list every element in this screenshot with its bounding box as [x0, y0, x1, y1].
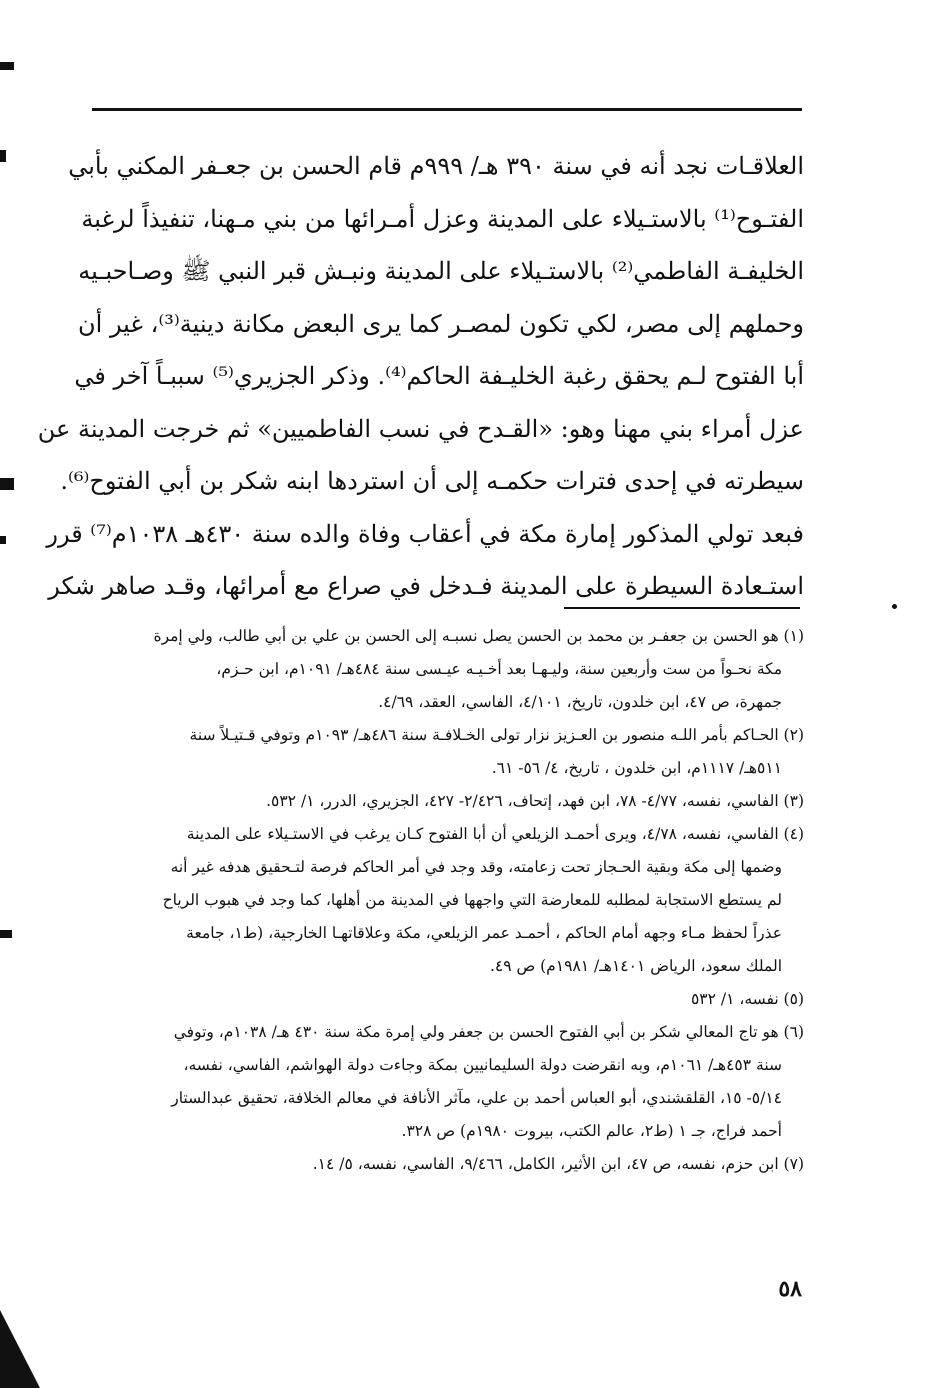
footnote-line: سنة ٤٥٣هـ/ ١٠٦١م، وبه انقرضت دولة السليمانيين بمكة وجاءت دولة الهواشم، الفاسي، نفسه،: [183, 1056, 782, 1074]
text-line: استـعادة السيطرة على المدينة فـدخل في صراع مع أمرائها، وقـد صاهر شكر: [48, 572, 804, 600]
footnote-1: [92, 620, 804, 719]
footnote-5: [92, 983, 804, 1016]
footnote-line: مكة نحـواً من ست وأربعين سنة، وليـهـا بعد أخـيـه عيـسى سنة ٤٨٤هـ/ ١٠٩١م، ابن حـزم،: [216, 660, 782, 678]
header-rule: [92, 108, 802, 111]
footnote-line: الملك سعود، الرياض ١٤٠١هـ/ ١٩٨١م) ص ٤٩.: [489, 957, 782, 975]
footnote-line: وضمها إلى مكة وبقية الحـجاز تحت زعامته، وقد وجد في أمر الحاكم فرصة لتـحقيق هدفه غير أنه: [170, 858, 782, 876]
footnote-line: (٥) نفسه، ١/ ٥٣٢: [690, 990, 804, 1008]
scan-dot: [892, 604, 897, 609]
main-text: [37, 140, 804, 613]
scan-mark: [0, 536, 6, 544]
footnote-line: (٤) الفاسي، نفسه، ٤/٧٨، ويرى أحمـد الزيلعي أن أبا الفتوح كـان يرغب في الاستـيلاء على المدينة: [186, 825, 804, 843]
footnote-line: ٥/١٤- ١٥، القلقشندي، أبو العباس أحمد بن علي، مآثر الأنافة في معالم الخلافة، تحقيق عبدالستار: [171, 1089, 782, 1107]
footnote-line: (٣) الفاسي، نفسه، ٤/٧٧- ٧٨، ابن فهد، إتحاف، ٢/٤٢٦- ٤٢٧، الجزيري، الدرر، ١/ ٥٣٢.: [266, 792, 804, 810]
footnote-line: ٥١١هـ/ ١١١٧م، ابن خلدون ، تاريخ، ٤/ ٥٦- ٦١.: [491, 759, 782, 777]
text-line: سيطرته في إحدى فترات حكمـه إلى أن استردها ابنه شكر بن أبي الفتوح⁽⁶⁾.: [60, 467, 804, 495]
scan-mark: [0, 930, 12, 938]
text-line: فبعد تولي المذكور إمارة مكة في أعقاب وفاة والده سنة ٤٣٠هـ ١٠٣٨م⁽⁷⁾ قرر: [46, 519, 804, 548]
scan-mark: [0, 478, 14, 490]
footnote-6: [92, 1016, 804, 1148]
footnote-line: (١) هو الحسن بن جعفـر بن محمد بن الحسن يصل نسبـه إلى الحسن بن علي بن أبي طالب، ولي إمرة: [153, 627, 804, 645]
scan-corner-shadow: [0, 1310, 40, 1388]
footnote-line: (٧) ابن حزم، نفسه، ص ٤٧، ابن الأثير، الكامل، ٩/٤٦٦، الفاسي، نفسه، ٥/ ١٤.: [312, 1155, 804, 1173]
text-line: عزل أمراء بني مهنا وهو: «القـدح في نسب الفاطميين» ثم خرجت المدينة عن: [37, 414, 804, 443]
footnote-line: أحمد فراج، جـ ١ (ط٢، عالم الكتب، بيروت ١٩٨٠م) ص ٣٢٨.: [401, 1122, 782, 1140]
text-line: الفتـوح⁽¹⁾ بالاستـيلاء على المدينة وعزل أمـرائها من بني مـهنا، تنفيذاً لرغبة: [81, 204, 804, 233]
footnote-line: لم يستطع الاستجابة لمطلبه للمعارضة التي واجهها في المدينة من أهلها، كما وجد في هبوب الرياح: [162, 891, 782, 909]
text-line: أبا الفتوح لـم يحقق رغبة الخليـفة الحاكم⁽⁴⁾. وذكر الجزيري⁽⁵⁾ سببـاً آخر في: [74, 362, 804, 390]
footnote-2: [92, 719, 804, 785]
footnote-line: عذراً لحفظ مـاء وجهه أمام الحاكم ، أحمـد عمر الزيلعي، مكة وعلاقاتهـا الخارجية، (ط١، جامعة: [186, 924, 782, 942]
text-line: العلاقـات نجد أنه في سنة ٣٩٠ هـ/ ٩٩٩م قام الحسن بن جعـفر المكني بأبي: [68, 152, 804, 180]
footnote-line: (٢) الحـاكم بأمر اللـه منصور بن العـزيز نزار تولى الخـلافـة سنة ٤٨٦هـ/ ١٠٩٣م وتوفي قـتيـلاً سنة: [189, 726, 804, 744]
footnote-7: [92, 1148, 804, 1181]
footnote-separator: [564, 607, 800, 609]
footnote-line: جمهرة، ص ٤٧، ابن خلدون، تاريخ، ٤/١٠١، الفاسي، العقد، ٤/٦٩.: [378, 693, 782, 711]
text-line: وحملهم إلى مصر، لكي تكون لمصـر كما يرى البعض مكانة دينية⁽³⁾، غير أن: [78, 309, 804, 338]
footnotes: [92, 620, 804, 1181]
footnote-4: [92, 818, 804, 983]
footnote-3: [92, 785, 804, 818]
scan-mark: [0, 150, 6, 162]
page-number: ٥٨: [778, 1276, 802, 1302]
text-line: الخليفـة الفاطمي⁽²⁾ بالاستـيلاء على المدينة ونبـش قبر النبي ﷺ وصـاحبـيه: [78, 257, 804, 285]
scan-mark: [0, 62, 14, 70]
footnote-line: (٦) هو تاج المعالي شكر بن أبي الفتوح الحسن بن جعفر ولي إمرة مكة سنة ٤٣٠ هـ/ ١٠٣٨م، وتوفي: [173, 1023, 804, 1041]
